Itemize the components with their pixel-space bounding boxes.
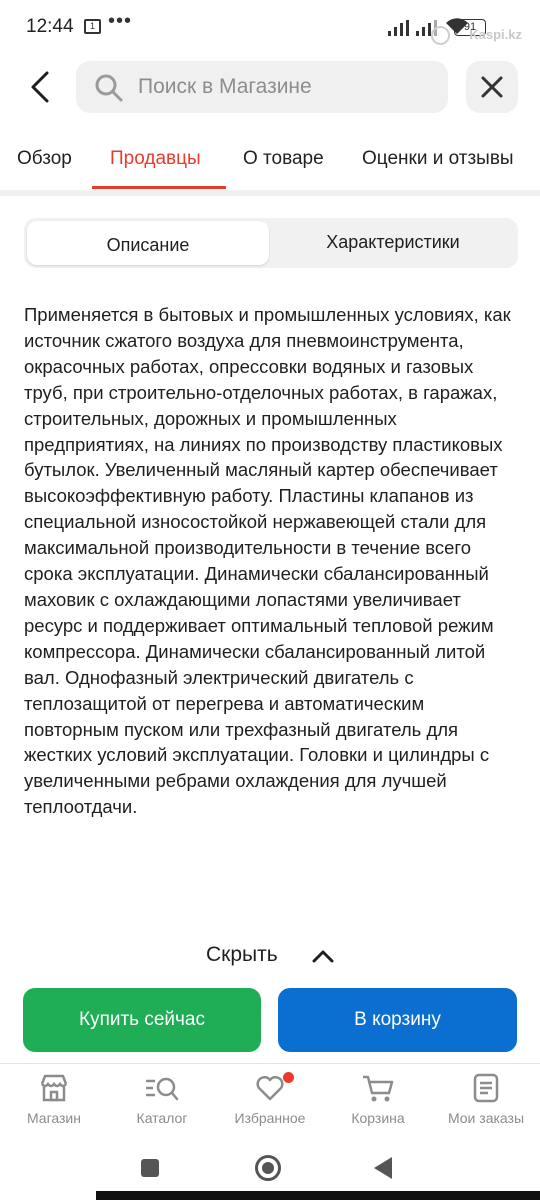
add-to-cart-button[interactable]: В корзину [278, 988, 517, 1052]
tab-reviews[interactable]: Оценки и отзывы [362, 148, 514, 169]
status-bar [0, 0, 540, 54]
search-icon [94, 73, 124, 103]
active-tab-indicator [92, 186, 226, 189]
orders-icon [470, 1072, 502, 1104]
hide-toggle[interactable] [0, 940, 540, 974]
hide-label: Скрыть [206, 943, 278, 966]
bottom-navigation [0, 1064, 540, 1144]
buy-now-button[interactable]: Купить сейчас [23, 988, 261, 1052]
tab-about-product[interactable]: О товаре [243, 148, 324, 169]
search-input[interactable] [76, 61, 448, 113]
segment-specs[interactable] [272, 221, 514, 265]
signal-icon [388, 20, 410, 36]
nav-item-catalog[interactable] [112, 1072, 212, 1126]
nav-label-orders: Мои заказы [447, 1110, 525, 1126]
close-button[interactable] [466, 61, 518, 113]
search-placeholder: Поиск в Магазине [138, 75, 312, 98]
tab-overview[interactable]: Обзор [17, 148, 72, 169]
chevron-left-icon [22, 64, 62, 110]
shop-icon [38, 1072, 70, 1104]
back-button[interactable] [22, 64, 62, 110]
watermark: Kaspi.kz [469, 27, 522, 42]
nav-item-shop[interactable] [4, 1072, 104, 1126]
segment-description-label: Описание [106, 235, 190, 255]
home-icon[interactable] [255, 1155, 281, 1181]
battery-icon: 91 [454, 19, 486, 36]
description-text: Применяется в бытовых и промышленных условиях, как источник сжатого воздуха для пневмоинструмента, окрасочных работах, опрессовки водяных и газовых труб, при строительно-отделочных работах, в гаражах, строительных, дорожных и промышленных предприятиях, на линиях по производству пластиковых бутылок. Увеличенный масляный картер обеспечивает высокоэффективную работу. Пластины клапанов из специальной износостойкой нержавеющей стали для максимальной производительности в течение всего срока эксплуатации. Динамически сбалансированный маховик с охлаждающими лопастями увеличивает ресурс и поддерживает оптимальный тепловой режим компрессора. Динамически сбалансированный литой вал. Однофазный электрический двигатель с теплозащитой от перегрева и автоматическим повторным пуском или трехфазный двигатель для жестких условий эксплуатации. Головки и цилиндры с увеличенными ребрами охлаждения для лучшей теплоотдачи. [24, 304, 511, 818]
nav-label-favorites: Избранное [234, 1110, 306, 1126]
notification-badge [283, 1072, 294, 1083]
nav-label-shop: Магазин [26, 1110, 81, 1126]
back-icon[interactable] [374, 1157, 392, 1179]
nav-label-cart: Корзина [351, 1110, 405, 1126]
nav-item-cart[interactable] [328, 1072, 428, 1126]
nav-label-catalog: Каталог [136, 1110, 188, 1126]
recent-apps-icon[interactable] [141, 1159, 159, 1177]
nav-item-favorites[interactable] [220, 1072, 320, 1126]
segment-description[interactable] [27, 221, 269, 265]
gesture-bar [96, 1191, 540, 1200]
chevron-up-icon [312, 948, 334, 964]
tab-sellers[interactable]: Продавцы [110, 148, 201, 169]
segment-specs-label: Характеристики [326, 232, 460, 252]
catalog-search-icon [144, 1072, 180, 1104]
notification-icon: 1 [84, 19, 101, 34]
status-time: 12:44 [26, 16, 74, 37]
close-icon [481, 76, 503, 98]
kaspi-logo-icon [431, 26, 450, 45]
heart-icon [254, 1072, 286, 1104]
more-notifications-icon: ••• [108, 10, 133, 32]
nav-item-orders[interactable] [436, 1072, 536, 1126]
cart-icon [361, 1072, 395, 1104]
divider [0, 190, 540, 196]
description-segmented-control [24, 218, 518, 268]
product-tabs [0, 134, 540, 190]
